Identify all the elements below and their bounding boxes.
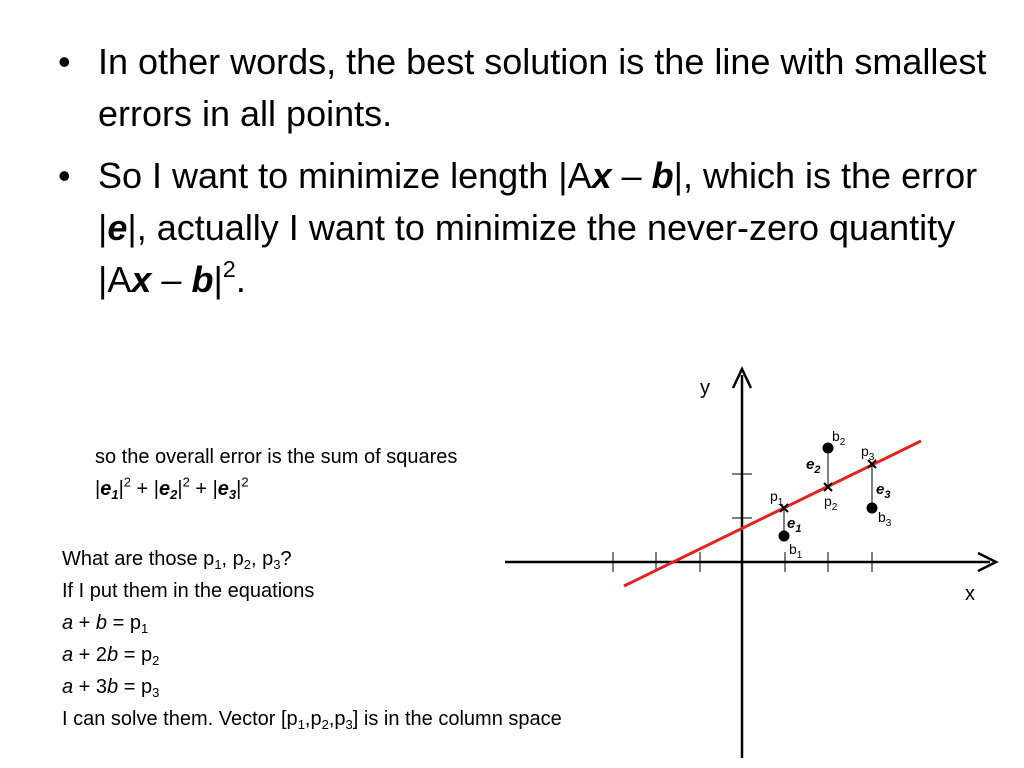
bullet-2-text: So I want to minimize length |Ax – b|, which is the error |e|, actually I want to minimize the never-zero quantity $|Ax - b|^2$. bbox=[98, 155, 978, 300]
equation-2: $a + 2b = p_2$ bbox=[62, 644, 160, 668]
label-p2: $p_2$ bbox=[824, 493, 838, 513]
bullet-1-text: In other words, the best solution is the line with smallest errors in all points. bbox=[98, 41, 987, 134]
error-sum-formula: $|e_1|^2 + |e_2|^2 + |e_3|^2$ bbox=[95, 474, 249, 502]
point-b3 bbox=[867, 503, 878, 514]
label-p1: $p_1$ bbox=[770, 488, 784, 508]
label-b1: $b_1$ bbox=[789, 541, 803, 561]
label-p3: $p_3$ bbox=[861, 443, 875, 463]
label-b3: $b_3$ bbox=[878, 509, 892, 529]
error-sum-line-1: so the overall error is the sum of squares bbox=[95, 446, 458, 468]
bullet-marker: • bbox=[58, 41, 71, 82]
label-b2: $b_2$ bbox=[832, 428, 846, 448]
best-fit-line bbox=[624, 441, 921, 586]
question-line-6: I can solve them. Vector $[p_1,p_2,p_3]$ is in the column space bbox=[62, 708, 562, 732]
x-axis-label: x bbox=[965, 583, 975, 605]
y-axis-label: y bbox=[700, 377, 710, 399]
label-e2: $e_2$ bbox=[806, 456, 821, 476]
label-e3: $e_3$ bbox=[876, 481, 891, 501]
question-line-2: If I put them in the equations bbox=[62, 580, 315, 602]
equation-3: $a + 3b = p_3$ bbox=[62, 676, 160, 700]
point-b2 bbox=[823, 443, 834, 454]
label-e1: $e_1$ bbox=[787, 515, 802, 535]
equation-1: $a + b = p_1$ bbox=[62, 612, 149, 636]
point-b1 bbox=[779, 531, 790, 542]
question-line-1: What are those $p_1$, $p_2$, $p_3$? bbox=[62, 548, 292, 572]
bullet-marker: • bbox=[58, 155, 71, 196]
